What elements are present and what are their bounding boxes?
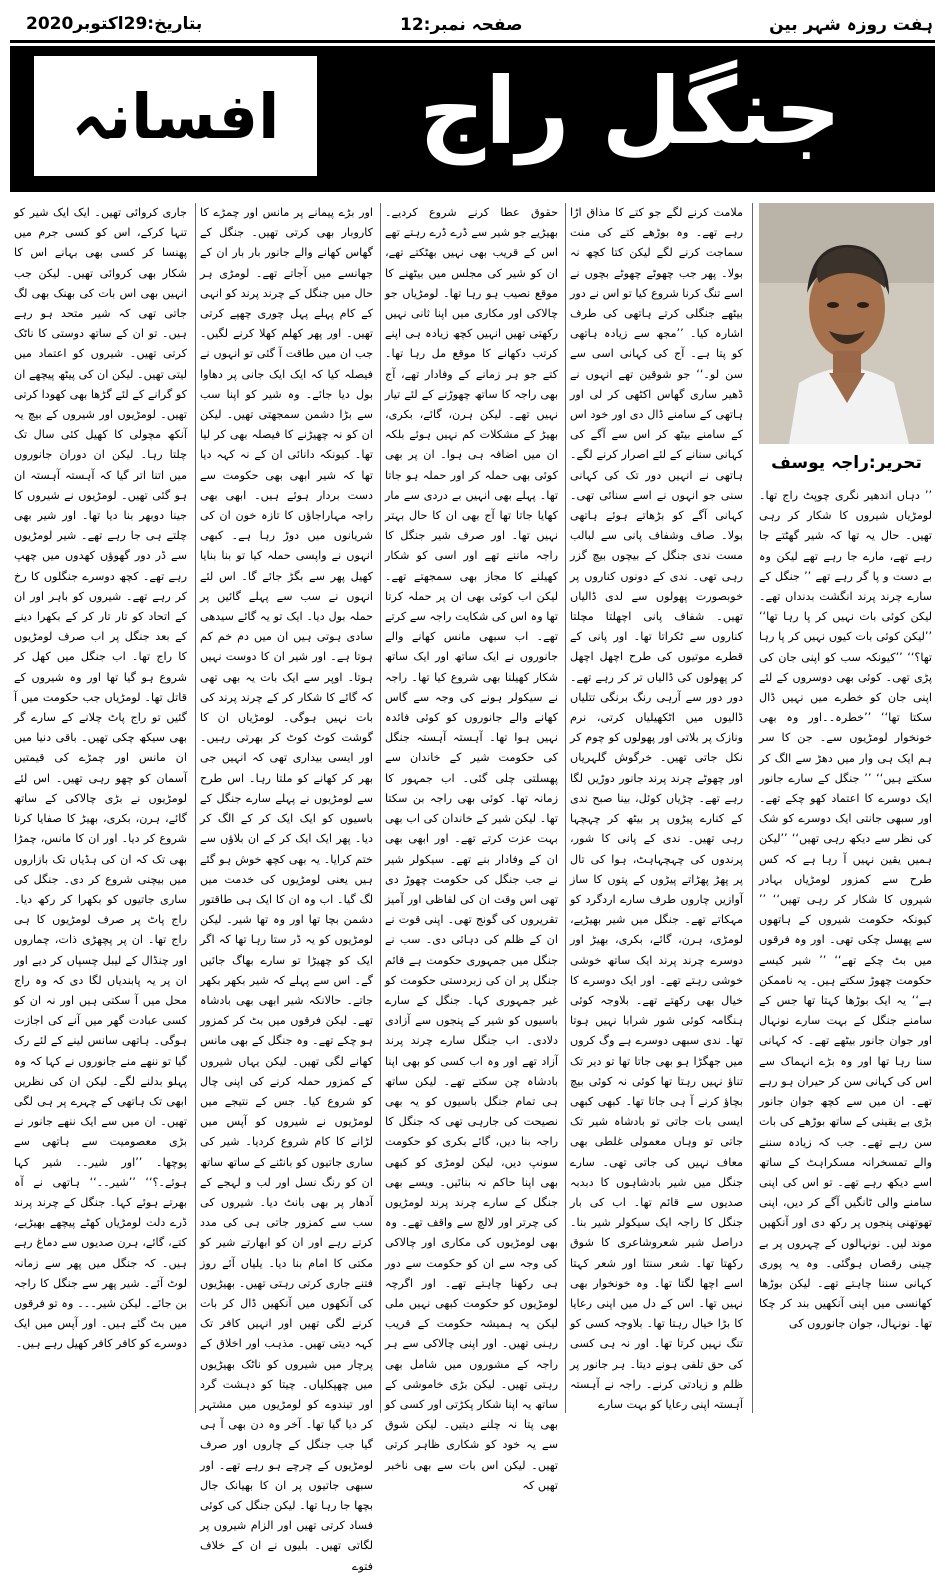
story-column-3: [385, 203, 558, 1492]
category-box: [34, 56, 317, 176]
portrait-image: [759, 203, 934, 444]
column-text: جاری کروائی تھیں۔ ایک ایک شیر کو تنہا کرکے، اس کو کسی جرم میں پھنسا کر کسی بھی بہانے اس کا شکار بھی کروائی تھیں۔ لیکن جب انہیں بھی اس بات کی بھنک بھی لگ جاتی تھی کہ شیر متحد ہو رہے ہیں۔ تو ان کے ساتھ دوستی کا ناٹک کرتی تھیں۔ شیروں کو اعتماد میں لیتی تھیں۔ لیکن ان کی پیٹھ پیچھے ان کو گرانے کے لئے گڑھا بھی کھودا کرتی تھیں۔ لومڑیوں اور شیروں کے بیچ یہ آنکھ مچولی کا کھیل کئی سال تک چلتا رہا۔ لیکن ان دوران جانوروں میں اتنا اتر گیا کہ آہستہ آہستہ ان ہو گئی تھیں۔ لومڑیوں نے شیروں کا جینا دوبھر بنا دیا تھا۔ اور شیر بھی چلتے ہی جا رہے تھے۔ شیر لومڑیوں سے ڈر دور گھوؤں کھدوں میں چھپ رہے تھے۔ کچھ دوسرے جنگلوں کا رخ کر رہے تھے۔ شیروں کو باہر اور ان کے اتحاد کو تار تار کر کے بکھرا دینے کے بعد جنگل پر اب صرف لومڑیوں کا راج تھا۔ اب جنگل میں کھل کر شروع ہو گیا تھا اور وہ شیروں کے قاتل تھا۔ لومڑیاں جب حکومت میں آ گئیں تو راج پاٹ چلانے کے سارے گر بھی سیکھ چکی تھیں۔ باقی دنیا میں ان مانس اور چمڑے کی قیمتیں آسمان کو چھو رہی تھیں۔ اس لئے لومڑیوں نے بڑی چالاکی کے ساتھ گائے، ہرن، بکری، بھیڑ کا صفایا کرنا شروع کر دیا۔ اور ان کا مانس، چمڑا بھی تک کہ ان کی ہڈیاں تک بازاروں میں بیچنی شروع کر دی۔ جنگل کی ساری جاتیوں کو بکھرا کر رکھ دیا۔ راج پاٹ پر صرف لومڑیوں کا ہی راج تھا۔ ان پر پچھڑی ذات، چماروں اور چنڈال کے لیبل چسپاں کر دیے اور ان پر یہ پابندیاں لگا دی کہ وہ راج محل میں آ سکتی ہیں اور نہ ان کو کسی عبادت گھر میں آنے کی اجازت ہوگی۔ ہاتھی سانس لینے کے لئے رک گیا تو ننھے منے جانوروں نے کہا کہ وہ پہلو بدلنے لگے۔ لیکن ان کی نظریں ابھی تک ہاتھی کے چہرے پر ہی لگی تھیں۔ ان میں سے ایک ننھے جانور نے بڑی معصومیت سے ہاتھی سے پوچھا۔ ’’اور شیر۔۔ شیر کہا ہوئے۔؟‘‘ ’’شیر۔۔‘‘ ہاتھی نے آہ بھرتے ہوئے کہا۔ جنگل کے چرند پرند ڈرے دلت لومڑیاں کھٹے پیچھے بھیڑیے، کتے، گائے، ہرن صدیوں سے دماغ رہے ہیں۔ کہ جنگل میں پھر سے زمانہ لوٹ آئے۔ شیر پھر سے جنگل کا راجہ بن جائے۔ لیکن شیر۔۔۔ وہ تو فرقوں میں بٹ گئے ہیں۔ اور آپس میں ایک دوسرے کو کافر کافر کھیل رہے ہیں۔: [14, 206, 187, 1351]
publication-name: ہفت روزہ شہر بین: [769, 15, 933, 35]
column-text: ’’ دہاں اندھیر نگری چوپٹ راج تھا۔ لومڑیاں شیروں کا شکار کر رہی تھیں۔ حال یہ تھا کہ شیر گھٹتے جا رہے تھے، مارے جا رہے تھے لیکن وہ بے دست و پا گر رہے تھے ’’ جنگل کے سارے چرند پرند انگشت بدنداں تھے۔ لیکن کوئی بات نہیں کر پا رہا تھا‘‘ ’’لیکن کوئی بات کیوں نہیں کر پا رہا تھا؟‘‘ ’’کیونکہ سب کو اپنی جان کی پڑی تھی۔ کوئی بھی دوسروں کے لئے اپنی جان کو خطرے میں نہیں ڈال سکتا تھا‘‘ ’’خطرہ۔۔اور وہ بھی خونخوار لومڑیوں سے۔ جن کا سر ہم ایک ہی وار میں دھڑ سے الگ کر سکتے ہیں‘‘ ’’ جنگل کے سارے جانور ایک دوسرے کا اعتماد کھو چکے تھے۔ اور سبھی جانتی ایک دوسرے کو شک کی نظر سے دیکھ رہی تھیں‘‘ ’’لیکن ہمیں یقین نہیں آ رہا ہے کہ کس طرح سے کمزور لومڑیاں بہادر شیروں کا شکار کر رہی تھیں‘‘ ’’ کیونکہ حکومت شیروں کے ہاتھوں سے پھسل چکی تھی۔ اور وہ فرقوں میں بٹ چکے تھے‘‘ ’’ شیر کیسے حکومت چھوڑ سکتے ہیں۔ یہ ناممکن ہے‘‘ یہ ایک بوڑھا کہتا تھا جس کے سامنے جنگل کے بہت سارے نونہال اور جوان جانور بیٹھے تھے۔ کہ کہانی سنا رہا تھا اور وہ بڑے انہماک سے اس کی کہانی سن کر حیران ہو رہے تھے۔ ان میں سے کچھ جوان جانور بڑی بے یقینی کے ساتھ بوڑھے کی بات سن رہے تھے۔ جب کہ زیادہ سننے والے تمسخرانہ مسکراہٹ کے ساتھ اسے دیکھ رہے تھے۔ تو اس کی اپنی سامنے والی ٹانگیں آگے کر دیں، اپنی تھوتھنی پنجوں پر رکھ دی اور آنکھیں موند لیں۔ نونہالوں کے چہروں پر بے چینی رقصاں ہوگئی۔ وہ یہ پوری کہانی سننا چاہتے تھے۔ لیکن بوڑھا کھانسی میں اپنی آنکھیں بند کر چکا تھا۔ نونہال، جوان جانوروں کی: [759, 489, 932, 1331]
story-column-5: [14, 203, 187, 1413]
column-rule: [195, 203, 196, 1413]
page-header: [0, 0, 945, 50]
story-column-4: [200, 203, 373, 1573]
column-rule: [565, 203, 566, 1413]
title-banner: [10, 46, 935, 192]
author-photo: [759, 203, 934, 444]
story-column-2: [570, 203, 743, 1413]
column-rule: [380, 203, 381, 1413]
story-title: جنگل راج: [418, 58, 842, 165]
column-text: حقوق عطا کرنے شروع کردیے۔ بھیڑیے جو شیر سے ڈرے ڈرے رہتے تھے اس کے قریب بھی نہیں بھٹکتے تھے، ان کو شیر کی مجلس میں بیٹھنے کا موقع نصیب ہو رہا تھا۔ لومڑیاں جو چالاکی اور مکاری میں اپنا ثانی نہیں رکھتی تھیں انہیں کچھ زیادہ ہی اپنے کرتب دکھانے کا موقع مل رہا تھا۔ کتے جو ہر زمانے کے وفادار تھے، آج بھی راجہ کا ساتھ چھوڑنے کے لئے تیار نہیں تھے۔ لیکن ہرن، گائے، بکری، بھیڑ کے مشکلات کم نہیں ہوئے بلکہ ان میں اضافہ ہی ہوا۔ ان پر بھی کوئی بھی حملہ کر اور حملہ ہو جاتا تھا۔ پہلے بھی انہیں بے دردی سے مار کھایا جاتا تھا آج بھی ان کا حال بہتر نہیں تھا۔ اور صرف شیر جنگل کا راجہ ماننے تھے اور اسی کو شکار کھیلنے کا مجاز بھی سمجھتے تھے۔ لیکن اب کوئی بھی ان پر حملہ کرتا تھا وہ اس کی شکایت راجہ سے کرتے تھے۔ اب سبھی مانس کھانے والے جانوروں نے ایک ساتھ اور ایک ساتھ شکار کھیلنا بھی شروع کیا تھا۔ راجہ نے سیکولر ہونے کی وجہ سے گاس کھانے والے جانوروں کو کوئی فائدہ نہیں ہوا تھا۔ آہستہ آہستہ جنگل کی حکومت شیر کے خاندان سے پھسلتی چلی گئی۔ اب جمہور کا زمانہ تھا۔ کوئی بھی راجہ بن سکتا تھا۔ لیکن شیر کے خاندان کی اب بھی بہت عزت کرتے تھے۔ اور ابھی بھی ان کے وفادار بنے تھے۔ سیکولر شیر نے جب جنگل کی حکومت چھوڑ دی تھی اس وقت ان کی لفاظی اور آمیز تقریروں کی گونج تھی۔ اپنی قوت نے ان کے ظلم کی دہائی دی۔ سب نے جنگل میں جمہوری حکومت ہے قائم جنگل پر ان کی زبردستی حکومت کو غیر جمہوری کہا۔ جنگل کے سارے باسیوں کو شیر کے پنجوں سے آزادی دلادی۔ اب جنگل سارے چرند پرند آزاد تھے اور وہ اب کسی کو بھی اپنا بادشاہ چن سکتے تھے۔ لیکن ساتھ ہی تمام جنگل باسیوں کو یہ بھی نصیحت کی جارہی تھی کہ جنگل کا راجہ بنا دیں، گائے بکری کو حکومت سونپ دیں، لیکن لومڑی کو کبھی بھی اپنا حاکم نہ بنائیں۔ ویسے بھی جنگل کے سارے چرند پرند لومڑیوں کی چرتر اور لالچ سے واقف تھے۔ وہ بھی لومڑیوں کی مکاری اور چالاکی کی وجہ سے ان کو حکومت سے دور ہی رکھنا چاہتے تھے۔ اور اگرچہ لومڑیوں کو حکومت کبھی نہیں ملی لیکن یہ ہمیشہ حکومت کے قریب رہنی تھیں۔ اور اپنی چالاکی سے ہر راجہ کے مشوروں میں شامل بھی رہتی تھیں۔ لیکن بڑی خاموشی کے ساتھ یہ اپنا شکار پکڑتی اور کسی کو بھی پتا نہ چلنے دیتیں۔ لیکن شوق سے یہ خود کو شکاری ظاہر کرتی تھیں۔ لیکن اس بات سے بھی ناخبر تھیں کہ: [385, 206, 558, 1492]
column-text: ملامت کرنے لگے جو کتے کا مذاق اڑا رہے تھے۔ وہ بوڑھے کتے کی منت سماجت کرنے لگے لیکن کتا کچھ نہ بولا۔ پھر جب چھوٹے چھوٹے بچوں نے اسے تنگ کرنا شروع کیا تو اس نے دور بیٹھے جنگلی کرتے ہاتھی کی طرف اشارہ کیا۔ ’’مجھ سے زیادہ ہاتھی کو پتا ہے۔ آج کی کہانی اسی سے سن لو۔‘‘ جو شوقین تھے انہوں نے ڈھیر ساری گھاس اکٹھی کر لی اور ہاتھی کے سامنے ڈال دی اور خود اس کے سامنے بیٹھ کر اس سے آگے کی کہانی سنانے کے لئے اصرار کرنے لگے۔ ہاتھی نے انہیں دور تک کی کہانی سنی جو انہوں نے اسے سنائی تھی۔ کہانی آگے کو بڑھاتے ہوئے ہاتھی بولا۔ صاف وشفاف پانی سے لبالب مست ندی جنگل کے بیچوں بیچ گزر رہی تھی۔ ندی کے دونوں کناروں پر خوبصورت پھولوں سے لدی ڈالیاں تھیں۔ شفاف پانی اچھلتا مچلتا کناروں سے ٹکراتا تھا۔ اور پانی کے قطرے موتیوں کی طرح اچھل اچھل کر پھولوں کی ڈالیاں تر کر رہے تھے۔ دور دور سے آرہی رنگ برنگی تتلیاں ڈالیوں میں اٹکھیلیاں کرتی، نرم ونازک پر بلاتی اور پھولوں کو چوم کر نکل جاتی تھیں۔ خرگوش گلہریاں اور چھوٹے چرند پرند جانور دوڑیں لگا رہے تھے۔ چڑیاں کوئل، بینا صبح ندی کے کنارے پیڑوں پر بیٹھ کر چہچہا رہی تھیں۔ ندی کے پانی کا شور، پرندوں کی چہچہاہٹ، ہوا کی تال پر پھڑ پھڑاتے پیڑوں کے پتوں کا ساز آوازیں چاروں طرف سارے اردگرد کو مہکاتے تھے۔ جنگل میں شیر بھیڑیے، لومڑی، ہرن، گائے، بکری، بھیڑ اور دوسرے چرند پرند ایک ساتھ خوشی خوشی رہتے تھے۔ اور ایک دوسرے کا خیال بھی رکھتے تھے۔ بلاوجہ کوئی ہنگامہ کوئی شور شرابا نہیں ہوتا تھا۔ ندی سبھی دوسرے ہے وگ کروں میں جھگڑا ہو بھی جاتا تھا تو دیر تک تناؤ نہیں رہتا تھا کوئی نہ کوئی بیچ بچاؤ کرنے آ ہی جاتا تھا۔ کبھی کبھی ایسی بات جاتی تو بادشاہ شیر تک جاتی تو وہاں معمولی غلطی بھی معاف نہیں کی جاتی تھی۔ سارے جنگل میں شیر بادشاہوں کا دبدبہ صدیوں سے قائم تھا۔ اب کی بار جنگل کا راجہ ایک سیکولر شیر بنا۔ دراصل شیر شعروشاعری کا شوق رکھتا تھا۔ شعر سنتا اور شعر کہتا اسے اچھا لگتا تھا۔ وہ خونخوار بھی نہیں تھا۔ اس کے دل میں اپنی رعایا کا بڑا خیال رہتا تھا۔ بلاوجہ کسی کو تنگ نہیں کرتا تھا۔ اور نہ ہی کسی کی حق تلفی ہونے دیتا۔ ہر جانور پر ظلم و زیادتی کرنے۔ راجہ نے آہستہ آہستہ اپنی رعایا کو بہت سارے: [570, 206, 743, 1411]
story-column-1: [759, 486, 932, 1413]
page-number: صفحہ نمبر:12: [400, 15, 523, 35]
column-rule: [752, 203, 753, 1413]
issue-date: بتاریخ:29اکتوبر2020: [26, 14, 203, 34]
author-byline: تحریر:راجہ یوسف: [771, 453, 922, 473]
header-rule: [10, 40, 935, 43]
category-label: افسانہ: [71, 80, 280, 153]
column-text: اور بڑے پیمانے پر مانس اور چمڑے کا کاروبار بھی کرتی تھیں۔ جنگل کے گھاس کھانے والے جانور بار بار ان کے جھانسے میں آجاتے تھے۔ لومڑی ہر حال میں جنگل کے چرند پرند کو انہی کے کام پہلے پہل چوری چھپے کرتی تھیں۔ اور پھر کھلم کھلا کرنے لگیں۔ جب ان میں طاقت آ گئی تو انہوں نے فیصلہ کیا کہ ایک ایک جانی پر دھاوا بول دیا جائے۔ وہ شیر کو اپنا سب سے بڑا دشمن سمجھتی تھیں۔ لیکن ان کو نہ چھیڑنے کا فیصلہ بھی کر لیا تھا۔ کیونکہ دانائی ان کے نہ کہہ دیا تھا کہ شیر ابھی بھی حکومت سے دست بردار ہوئے ہیں۔ ابھی بھی راجہ مہاراجاؤں کا تازہ خون ان کی شریانوں میں دوڑ رہا ہے۔ کبھی انہوں نے واپسی حملہ کیا تو بنا بنایا کھیل پھر سے بگڑ جائے گا۔ اس لئے انہوں نے سب سے پہلے گائیں پر حملہ بول دیا۔ ایک تو یہ گائے سیدھی سادی ہوتی ہیں ان میں دم خم کم ہوتا ہے۔ اور شیر ان کا دوست نہیں ہوتا۔ اوپر سے ایک بات یہ بھی تھی کہ گائے کا شکار کر کے چرند پرند کی بات نہیں ہوگی۔ لومڑیاں ان کا گوشت کوٹ کوٹ کر بھرتی رہیں۔ اور ایسی بیداری تھی کہ انہیں جی بھر کر کھانے کو ملتا رہا۔ اس طرح سے لومڑیوں نے پہلے سارے جنگل کے باسیوں کو ایک ایک کر کے الگ کر دیا۔ پھر ایک ایک کر کے ان بلاؤں سے ختم کرایا۔ یہ بھی کچھ خوش ہو گئے ہیں یعنی لومڑیوں کی خدمت میں لگ گیا۔ اب وہ ان کا ایک ہی طاقتور دشمن بچا تھا اور وہ تھا شیر۔ لیکن لومڑیوں کو یہ ڈر ستا رہا تھا کہ اگر ایک کو چھیڑا تو سارے بھاگ جائیں گے۔ اس سے پہلے کہ شیر بکھر بکھر جاتے۔ حالانکہ شیر ابھی بھی بادشاہ تھے۔ لیکن فرقوں میں بٹ کر کمزور ہو چکے تھے۔ وہ جنگل کے بھی مانس کھانے لگی تھیں۔ لیکن یہاں شیروں کے کمزور حملہ کرنے کی اپنی چال کو شروع کیا۔ جس کے نتیجے میں لومڑیوں نے شیروں کو آپس میں لڑانے کا کام شروع کردیا۔ شیر کی ساری جاتیوں کو بانٹنے کے ساتھ ساتھ ان کو رنگ نسل اور لب و لہجے کے آدھار پر بھی بانٹ دیا۔ شیروں کی سب سے کمزور جاتی ہی کی مدد کرتے رہے اور ان کو ابھارتے شیر کو مکتی کا امام بنا دیا۔ یلیاں آئے روز فتنے جاری کرتی رہتی تھیں۔ بھیڑیوں کی آنکھوں میں آنکھیں ڈال کر بات کرنے لگی تھیں اور انہیں کافر تک کہہ دیتی تھیں۔ مذہب اور اخلاق کے پرچار میں شیروں کو ناٹک بھیڑیوں میں چھپکلیاں۔ چیتا کو دہشت گرد اور تیندوے کو لومڑیوں میں مشتہر کر دیا گیا تھا۔ آخر وہ دن بھی آ ہی گیا جب جنگل کے چاروں اور صرف لومڑیوں کے چرچے ہو رہے تھے۔ اور سبھی جاتیوں پر ان کا بھیانک جال بچھا جا رہا تھا۔ لیکن جنگل کی کوئی فساد کرتی تھیں اور الزام شیروں پر لگاتی تھیں۔ بلیوں نے ان کے خلاف فتوے: [200, 206, 373, 1573]
